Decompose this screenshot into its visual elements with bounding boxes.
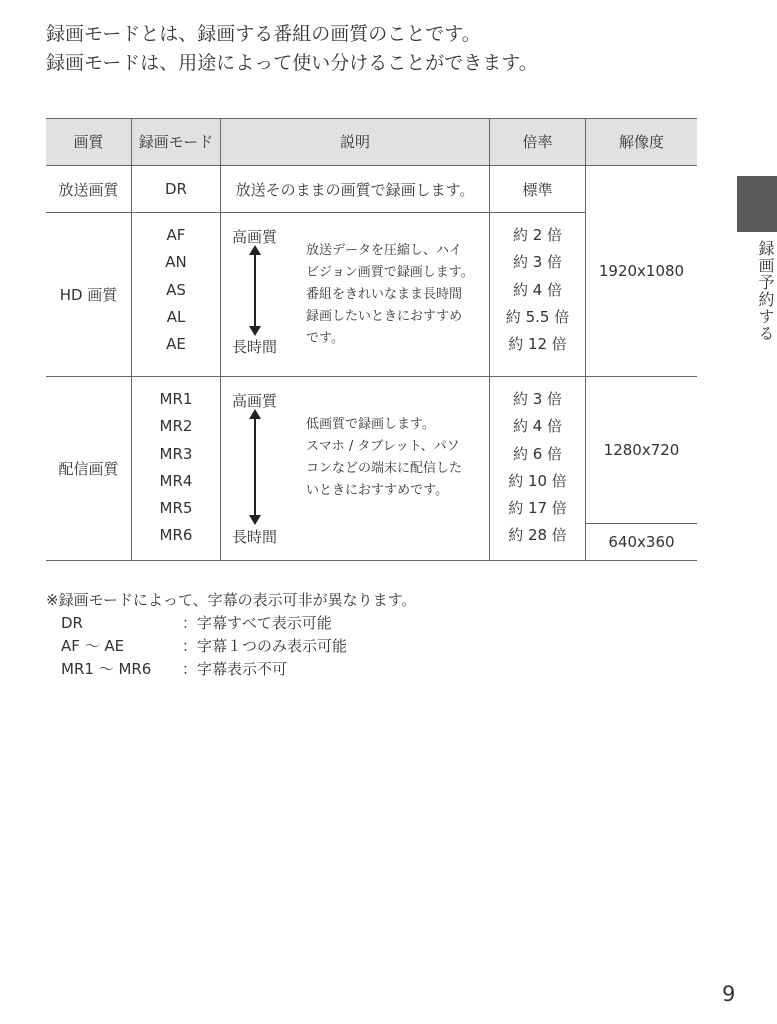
- streaming-ratio-mr2: 約 4 倍: [512, 417, 563, 436]
- hd-mode-af: AF: [166, 226, 186, 244]
- hd-ratio-al: 約 5.5 倍: [505, 307, 570, 326]
- hd-arrow-line: [254, 254, 256, 326]
- broadcast-quality: 放送画質: [58, 180, 119, 199]
- broadcast-mode: DR: [165, 180, 187, 198]
- recording-mode-table: [46, 118, 697, 561]
- header-quality: 画質: [73, 133, 104, 151]
- hd-note-line-2: ビジョン画質で録画します。: [306, 265, 474, 280]
- header-ratio: 倍率: [522, 133, 553, 151]
- streaming-note-line-2: スマホ / タブレット、パソ: [306, 439, 460, 454]
- footnote-mode: AF 〜 AE: [61, 637, 125, 655]
- streaming-resolution-mr6: 640x360: [608, 533, 675, 551]
- streaming-quality: 配信画質: [58, 460, 119, 478]
- footnote-mode: DR: [61, 614, 83, 632]
- footnote-row: [46, 612, 416, 635]
- streaming-note: [306, 414, 462, 502]
- hd-quality: HD 画質: [59, 286, 118, 304]
- footnote-desc: ：字幕表示不可: [182, 660, 288, 678]
- intro-line-2: 録画モードは、用途によって使い分けることができます。: [46, 52, 538, 74]
- hd-ratio-list: [490, 222, 585, 358]
- streaming-mode-mr1: MR1: [159, 390, 193, 408]
- hd-note-line-1: 放送データを圧縮し、ハイ: [306, 243, 463, 258]
- streaming-ratio-mr4: 約 10 倍: [508, 471, 567, 490]
- streaming-arrow-down-icon: [249, 515, 261, 525]
- header-description: 説明: [339, 133, 370, 151]
- streaming-note-line-3: コンなどの端末に配信した: [306, 461, 463, 476]
- hd-high-quality-label: 高画質: [232, 228, 278, 246]
- hd-mode-al: AL: [166, 307, 186, 326]
- footnote-title: ※録画モードによって、字幕の表示可非が異なります。: [46, 591, 417, 609]
- hd-resolution: 1920x1080: [598, 262, 685, 280]
- hd-note-line-4: 録画したいときにおすすめ: [306, 309, 463, 324]
- hd-note-line-3: 番組をきれいなまま長時間: [306, 287, 463, 302]
- header-resolution: 解像度: [618, 133, 664, 151]
- intro-text: [46, 20, 538, 78]
- streaming-note-line-1: 低画質で録画します。: [306, 417, 435, 432]
- section-tab-label: 録画予約する: [756, 240, 775, 342]
- section-tab-marker: [737, 176, 777, 232]
- broadcast-ratio: 標準: [522, 180, 553, 199]
- subtitle-footnote: [46, 589, 416, 681]
- streaming-mode-mr6: MR6: [159, 526, 193, 545]
- hd-ratio-an: 約 3 倍: [512, 253, 563, 272]
- streaming-mode-list: [132, 386, 220, 550]
- footnote-desc: ：字幕１つのみ表示可能: [182, 637, 348, 655]
- header-mode: 録画モード: [138, 133, 214, 151]
- hd-long-time-label: 長時間: [232, 338, 278, 356]
- hd-mode-list: [132, 222, 220, 358]
- streaming-high-quality-label: 高画質: [232, 392, 278, 410]
- footnote-row: [46, 658, 416, 681]
- table-border-bottom: [46, 560, 697, 561]
- footnote-mode: MR1 〜 MR6: [61, 660, 152, 678]
- intro-line-1: 録画モードとは、録画する番組の画質のことです。: [46, 23, 481, 45]
- footnote-row: [46, 635, 416, 658]
- hd-mode-as: AS: [166, 280, 186, 299]
- streaming-mode-mr4: MR4: [159, 471, 193, 490]
- hd-ratio-ae: 約 12 倍: [508, 335, 567, 354]
- streaming-note-line-4: いときにおすすめです。: [306, 483, 449, 498]
- streaming-long-time-label: 長時間: [232, 528, 278, 546]
- footnote-desc: ：字幕すべて表示可能: [182, 614, 332, 632]
- streaming-resolution-main: 1280x720: [603, 441, 680, 459]
- streaming-ratio-mr6: 約 28 倍: [508, 526, 567, 545]
- streaming-ratio-list: [490, 386, 585, 550]
- streaming-mode-mr2: MR2: [159, 417, 193, 436]
- streaming-ratio-mr3: 約 6 倍: [512, 444, 563, 463]
- hd-ratio-as: 約 4 倍: [512, 280, 563, 299]
- hd-note-line-5: です。: [306, 331, 344, 346]
- streaming-ratio-mr1: 約 3 倍: [512, 390, 563, 408]
- hd-ratio-af: 約 2 倍: [512, 226, 563, 244]
- page-number: 9: [722, 982, 736, 1006]
- hd-mode-ae: AE: [166, 335, 186, 354]
- hd-note: [306, 240, 474, 350]
- streaming-mode-mr3: MR3: [159, 444, 193, 463]
- hd-mode-an: AN: [165, 253, 187, 272]
- hd-arrow-down-icon: [249, 326, 261, 336]
- streaming-arrow-line: [254, 418, 256, 515]
- streaming-mode-mr5: MR5: [159, 499, 193, 518]
- streaming-ratio-mr5: 約 17 倍: [508, 499, 567, 518]
- broadcast-description: 放送そのままの画質で録画します。: [235, 180, 475, 199]
